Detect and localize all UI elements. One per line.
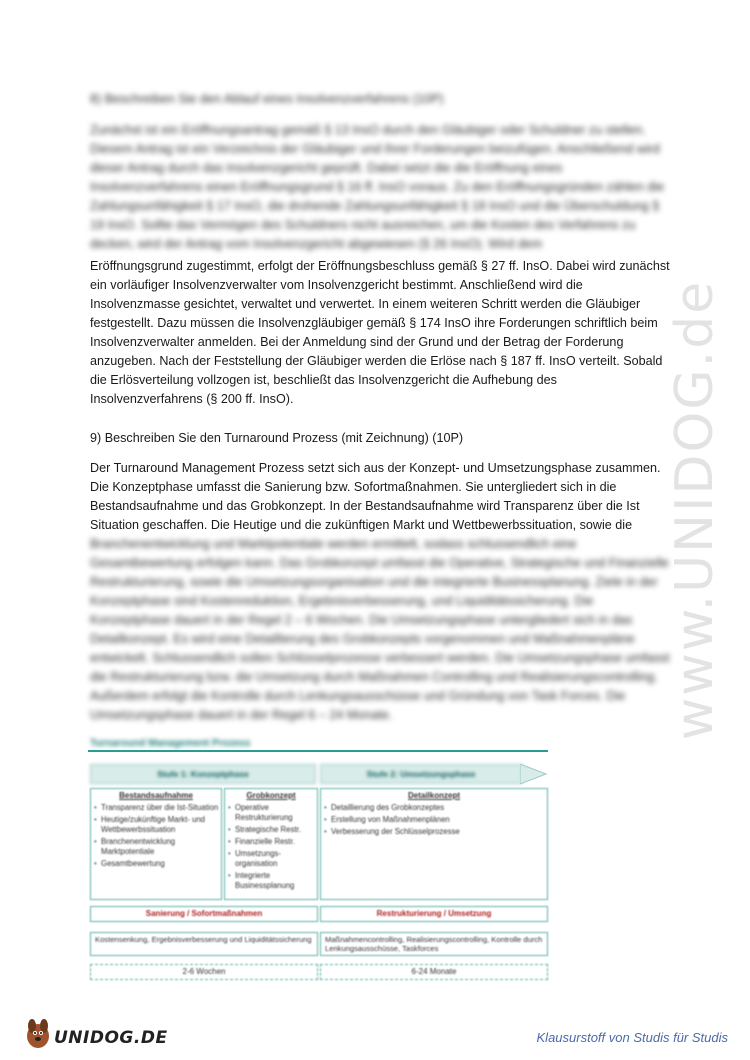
diagram-title: Turnaround Management Prozess xyxy=(90,738,251,749)
watermark-text: www.UNIDOG.de xyxy=(665,279,725,741)
column-3-list xyxy=(321,803,547,837)
list-item: • Gesamtbewertung xyxy=(101,859,221,869)
list-item: • Transparenz über die Ist-Situation xyxy=(101,803,221,813)
column-1-heading: Bestandsaufnahme xyxy=(119,791,193,800)
list-item: • Heutige/zukünftige Markt- und Wettbewerbssituation xyxy=(101,815,221,835)
list-item: • Umsetzungs-organisation xyxy=(235,849,317,869)
footer-tagline: Klausurstoff von Studis für Studis xyxy=(536,1030,728,1045)
column-2-list xyxy=(225,803,317,891)
column-detailkonzept xyxy=(320,788,548,900)
list-item: • Strategische Restr. xyxy=(235,825,317,835)
column-bestandsaufnahme xyxy=(90,788,222,900)
turnaround-diagram xyxy=(88,738,552,988)
sanierung-box-title: Sanierung / Sofortmaßnahmen xyxy=(90,906,318,922)
list-item: • Detaillierung des Grobkonzeptes xyxy=(331,803,547,813)
list-item: • Operative Restrukturierung xyxy=(235,803,317,823)
question-8-heading: 8) Beschreiben Sie den Ablauf eines Insolvenzverfahrens (10P) xyxy=(90,92,444,106)
watermark xyxy=(665,279,725,741)
answer-8-blurred-text: Zunächst ist ein Eröffnungsantrag gemäß § 13 InsO durch den Gläubiger oder Schuldner zu stellen. Diesem Antrag ist ein Verzeichnis der Gläubiger und ihrer Forderungen beizufügen. Anschließend wird dieser Antrag durch das Insolvenzgericht geprüft. Dabei setzt die die Eröffnung eines Insolvenzverfahrens einen Eröffnungsgrund § 16 ff. InsO voraus. Zu den Eröffnungsgründen zählen die Zahlungsunfähigkeit § 17 InsO, die drohende Zahlungsunfähigkeit § 18 InsO und die Überschuldung § 19 InsO. Sollte das Vermögen des Schuldners nicht ausreichen, um die Kosten des Verfahrens zu decken, wird der Antrag vom Insolvenzgericht abgewiesen (§ 26 InsO). Wird dem xyxy=(90,123,665,251)
phase-arrow-head xyxy=(520,764,548,784)
answer-8-text: Eröffnungsgrund zugestimmt, erfolgt der Eröffnungsbeschluss gemäß § 27 ff. InsO. Dabei wird zunächst ein vorläufiger Insolvenzverwalter vom Insolvenzgericht bestimmt. Anschließend wird die Insolvenzmasse gesichtet, verwaltet und verwertet. In einem weiteren Schritt werden die Gläubiger festgestellt. Dazu müssen die Insolvenzgläubiger gemäß § 174 InsO ihre Forderungen schriftlich beim Insolvenzverwalter anmelden. Bei der Anmeldung sind der Grund und der Betrag der Forderung anzugeben. Nach der Feststellung der Gläubiger werden die Erlöse nach § 187 ff. InsO verteilt. Sobald die Erlösverteilung vollzogen ist, beschließt das Insolvenzgericht die Aufhebung des Insolvenzverfahrens (§ 200 ff. InsO). xyxy=(90,259,670,406)
answer-9-blurred-text: Branchenentwicklung und Marktpotentiale werden ermittelt, sodass schlussendlich eine Gesamtbewertung erfolgen kann. Das Grobkonzept umfasst die Operative, Strategische und Finanzielle Restrukturierung, sowie die Umsetzungsorganisation und die integrierte Businessplanung. Ziele in der Konzeptphase sind Kostenreduktion, Ergebnisverbesserung, und Liquiditätssicherung. Die Konzeptphase dauert in der Regel 2 – 6 Wochen. Die Umsetzungsphase untergliedert sich in das Detailkonzept. Es wird eine Detaillierung des Grobkonzepts vorgenommen und Maßnahmenpläne entwickelt. Schlussendlich sollen Schlüsselprozesse verbessert werden. Die Umsetzungsphase umfasst die Restrukturierung bzw. die Umsetzung durch Maßnahmen Controlling und Realisierungscontrolling. Außerdem erfolgt die Kontrolle durch Lenkungsausschüsse und Gründung von Task Forces. Die Umsetzungsphase dauert in der Regel 6 – 24 Monate. xyxy=(90,537,670,722)
column-1-list xyxy=(91,803,221,869)
unidog-logo xyxy=(22,1012,172,1052)
list-item: • Branchenentwicklung Marktpotentiale xyxy=(101,837,221,857)
list-item: • Verbesserung der Schlüsselprozesse xyxy=(331,827,547,837)
list-item: • Finanzielle Restr. xyxy=(235,837,317,847)
restrukturierung-box-title: Restrukturierung / Umsetzung xyxy=(320,906,548,922)
answer-9-text: Der Turnaround Management Prozess setzt sich aus der Konzept- und Umsetzungsphase zusammen. Die Konzeptphase umfasst die Sanierung bzw. Sofortmaßnahmen. Sie untergliedert sich in die Bestandsaufnahme und das Grobkonzept. In der Bestandsaufnahme wird Transparenz über die Ist Situation geschaffen. Die Heutige und die zukünftigen Markt und Wettbewerbssituation, sowie die xyxy=(90,461,661,532)
phase-1-label: Stufe 1: Konzeptphase xyxy=(90,764,316,784)
phase-band xyxy=(88,764,548,782)
sanierung-box-body: Kostensenkung, Ergebnisverbesserung und Liquiditätssicherung xyxy=(90,932,318,956)
konzept-duration: 2-6 Wochen xyxy=(90,964,318,980)
umsetzung-duration: 6-24 Monate xyxy=(320,964,548,980)
column-3-heading: Detailkonzept xyxy=(407,791,460,800)
restrukturierung-box-body: Maßnahmencontrolling, Realisierungscontrolling, Kontrolle durch Lenkungsausschüsse, Taskforces xyxy=(320,932,548,956)
list-item: • Erstellung von Maßnahmenplänen xyxy=(331,815,547,825)
column-2-heading: Grobkonzept xyxy=(246,791,296,800)
list-item: • Integrierte Businessplanung xyxy=(235,871,317,891)
logo-text: UNIDOG.DE xyxy=(54,1028,168,1048)
column-grobkonzept xyxy=(224,788,318,900)
question-9-heading: 9) Beschreiben Sie den Turnaround Prozess (mit Zeichnung) (10P) xyxy=(90,431,464,445)
phase-2-label: Stufe 2: Umsetzungsphase xyxy=(320,764,522,784)
title-underline xyxy=(88,750,552,753)
